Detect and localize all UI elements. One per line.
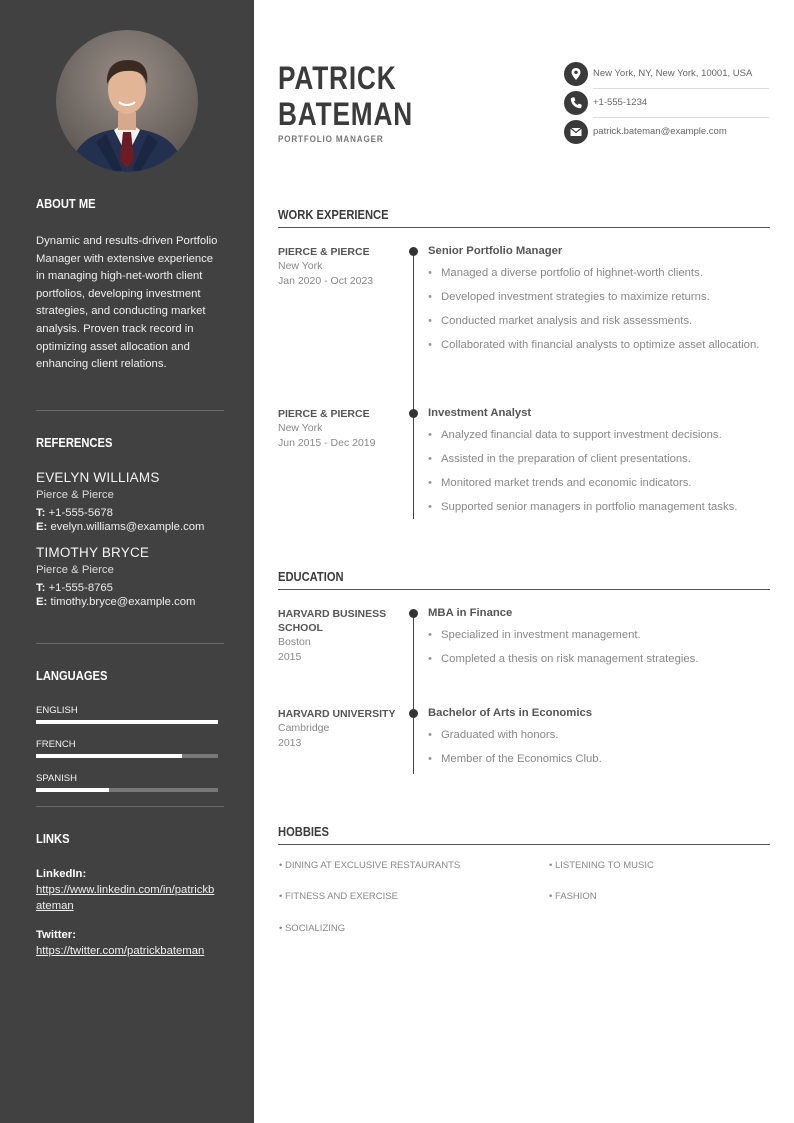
list-item: • Completed a thesis on risk management strategies. [428, 651, 768, 667]
responsibility-list [428, 427, 768, 515]
phone-label: T: [36, 507, 46, 519]
link-item [36, 929, 224, 959]
reference-phone: +1-555-5678 [48, 507, 113, 519]
language-level-fill [36, 788, 109, 792]
graduation-year: 2015 [278, 650, 302, 663]
twitter-link[interactable]: https://twitter.com/patrickbateman [36, 945, 205, 957]
reference-email: timothy.bryce@example.com [50, 596, 196, 608]
timeline-line [413, 614, 414, 774]
work-entry [428, 407, 768, 515]
education-entry-meta [278, 607, 396, 664]
person-name [278, 60, 413, 132]
reference-name: EVELYN WILLIAMS [36, 470, 160, 485]
education-details [428, 727, 768, 767]
contact-email [564, 118, 769, 146]
school-name: HARVARD BUSINESS SCHOOL [278, 608, 387, 634]
section-title: EDUCATION [278, 569, 344, 584]
timeline-line [413, 252, 414, 519]
hobby-item: • FITNESS AND EXERCISE [279, 891, 398, 902]
reference-company: Pierce & Pierce [36, 489, 114, 501]
hobby-item: • SOCIALIZING [279, 923, 346, 934]
languages-heading: LANGUAGES [36, 668, 108, 683]
reference-item [36, 545, 224, 608]
profile-photo [56, 30, 198, 172]
section-rule [278, 227, 770, 228]
list-item: • Graduated with honors. [428, 727, 768, 743]
language-level-fill [36, 754, 182, 758]
about-text: Dynamic and results-driven Portfolio Manager with extensive experience in managing high-net-worth client portfolios, developing investment strategies, and conducting market analysis. Proven track record in optimizing asset allocation and enhancing client relations. [36, 235, 218, 371]
work-entry [428, 245, 768, 353]
timeline-dot [409, 247, 418, 256]
work-entry-meta [278, 407, 396, 450]
company-location: New York [278, 422, 323, 434]
job-title: PORTFOLIO MANAGER [278, 134, 384, 145]
language-name: FRENCH [36, 739, 76, 750]
school-name: HARVARD UNIVERSITY [278, 708, 396, 720]
avatar [56, 30, 198, 172]
work-entry-meta [278, 245, 396, 288]
reference-phone: +1-555-8765 [48, 582, 113, 594]
job-role: Investment Analyst [428, 407, 532, 419]
phone-label: T: [36, 582, 46, 594]
last-name: BATEMAN [278, 96, 413, 132]
education-heading [278, 569, 770, 584]
contact-address [564, 60, 769, 88]
email-label: E: [36, 521, 48, 533]
language-level-bar [36, 788, 218, 792]
reference-phone-line [36, 507, 224, 519]
list-item: • Collaborated with financial analysts to optimize asset allocation. [428, 337, 768, 353]
hobby-item: • LISTENING TO MUSIC [549, 860, 654, 871]
school-location: Cambridge [278, 722, 330, 734]
list-item: • Conducted market analysis and risk assessments. [428, 313, 768, 329]
references-section [36, 435, 224, 608]
list-item: • Supported senior managers in portfolio management tasks. [428, 499, 768, 515]
timeline-dot [409, 609, 418, 618]
section-title: HOBBIES [278, 824, 329, 839]
reference-item [36, 470, 224, 533]
address-text: New York, NY, New York, 10001, USA [593, 68, 753, 79]
phone-text[interactable]: +1-555-1234 [593, 97, 648, 108]
education-details [428, 627, 768, 667]
language-level-bar [36, 754, 218, 758]
company-name: PIERCE & PIERCE [278, 246, 370, 258]
section-rule [278, 589, 770, 590]
links-section [36, 831, 224, 959]
reference-phone-line [36, 582, 224, 594]
company-name: PIERCE & PIERCE [278, 408, 370, 420]
section-rule [278, 844, 770, 845]
school-location: Boston [278, 636, 311, 648]
education-entry [428, 607, 768, 667]
linkedin-label: LinkedIn: [36, 868, 87, 880]
linkedin-link[interactable]: https://www.linkedin.com/in/patrickbateman [36, 884, 215, 912]
language-level-bar [36, 720, 218, 724]
link-item [36, 868, 224, 914]
list-item: • Monitored market trends and economic indicators. [428, 475, 768, 491]
hobby-item: • FASHION [549, 891, 597, 902]
reference-email-line [36, 596, 224, 608]
sidebar-divider [36, 410, 224, 411]
language-item [36, 705, 224, 724]
sidebar-divider [36, 806, 224, 807]
reference-name: TIMOTHY BRYCE [36, 545, 150, 560]
languages-section [36, 668, 224, 792]
links-heading: LINKS [36, 831, 70, 846]
email-label: E: [36, 596, 48, 608]
graduation-year: 2013 [278, 736, 302, 749]
work-experience-heading [278, 207, 770, 222]
sidebar [0, 0, 254, 1123]
email-text[interactable]: patrick.bateman@example.com [593, 126, 727, 137]
timeline-dot [409, 409, 418, 418]
phone-icon [564, 91, 588, 115]
about-section [36, 196, 224, 374]
degree-name: Bachelor of Arts in Economics [428, 707, 593, 719]
language-name: SPANISH [36, 773, 78, 784]
degree-name: MBA in Finance [428, 607, 513, 619]
about-heading: ABOUT ME [36, 196, 96, 211]
education-entry [428, 707, 768, 767]
list-item: • Managed a diverse portfolio of highnet-worth clients. [428, 265, 768, 281]
company-location: New York [278, 260, 323, 272]
contact-phone [564, 89, 769, 117]
hobby-item: • DINING AT EXCLUSIVE RESTAURANTS [279, 860, 461, 871]
language-level-fill [36, 720, 218, 724]
references-heading: REFERENCES [36, 435, 113, 450]
timeline-dot [409, 709, 418, 718]
language-item [36, 739, 224, 758]
first-name: PATRICK [278, 60, 397, 96]
list-item: • Member of the Economics Club. [428, 751, 768, 767]
language-item [36, 773, 224, 792]
location-pin-icon [564, 62, 588, 86]
language-name: ENGLISH [36, 705, 78, 716]
employment-dates: Jan 2020 - Oct 2023 [278, 274, 374, 287]
reference-company: Pierce & Pierce [36, 564, 114, 576]
reference-email-line [36, 521, 224, 533]
reference-email: evelyn.williams@example.com [50, 521, 205, 533]
envelope-icon [564, 120, 588, 144]
employment-dates: Jun 2015 - Dec 2019 [278, 436, 376, 449]
responsibility-list [428, 265, 768, 353]
list-item: • Specialized in investment management. [428, 627, 768, 643]
section-title: WORK EXPERIENCE [278, 207, 389, 222]
list-item: • Assisted in the preparation of client presentations. [428, 451, 768, 467]
sidebar-divider [36, 643, 224, 644]
education-entry-meta [278, 707, 396, 750]
list-item: • Developed investment strategies to maximize returns. [428, 289, 768, 305]
hobbies-heading [278, 824, 770, 839]
job-role: Senior Portfolio Manager [428, 245, 563, 257]
list-item: • Analyzed financial data to support investment decisions. [428, 427, 768, 443]
twitter-label: Twitter: [36, 929, 76, 941]
